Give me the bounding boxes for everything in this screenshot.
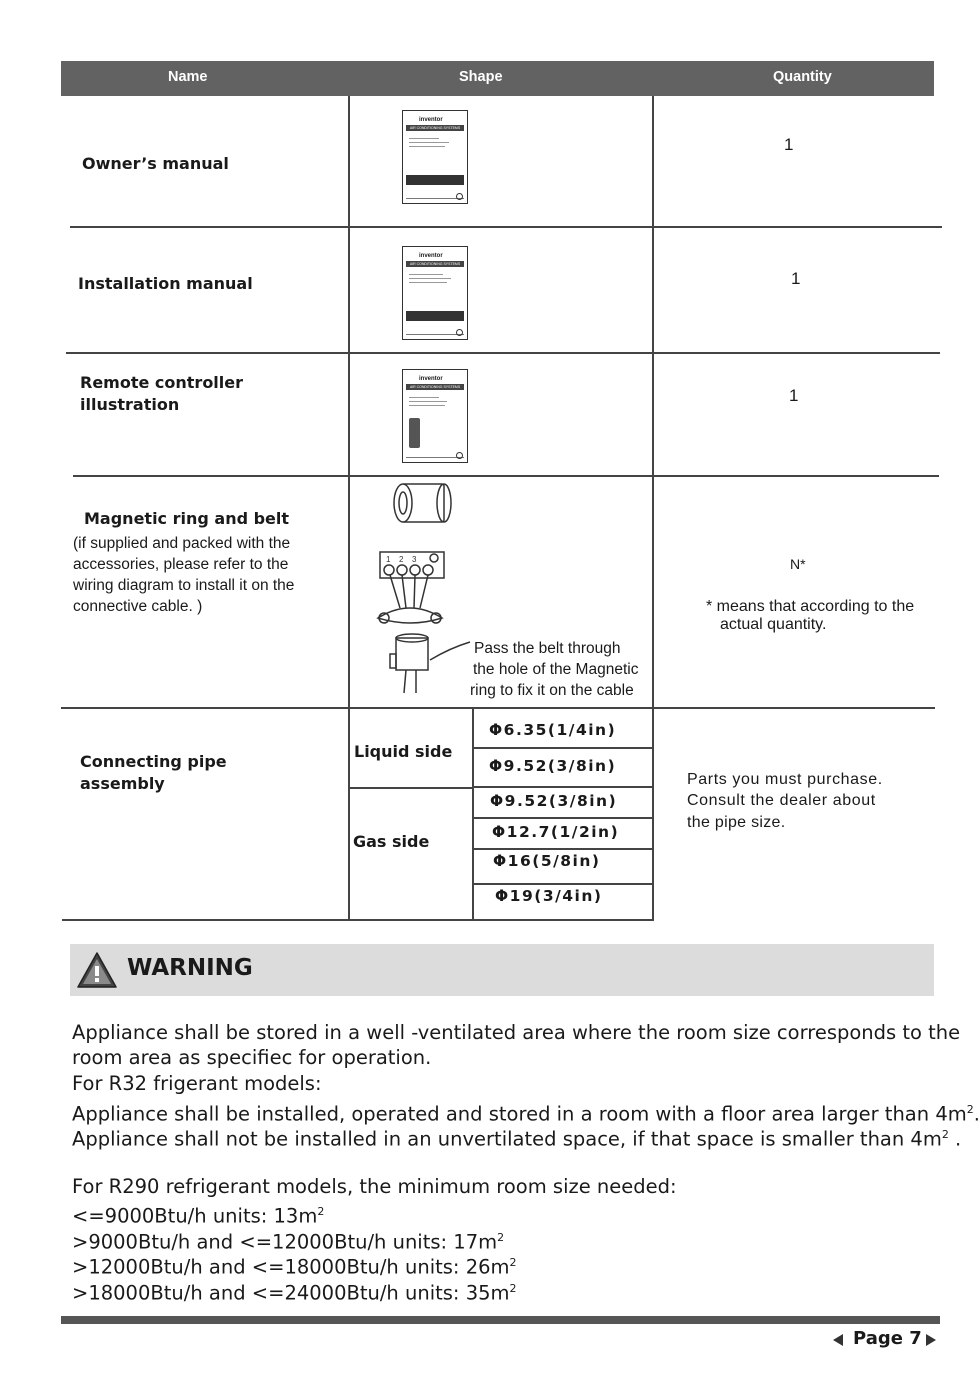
- triangle-right-icon[interactable]: [925, 1333, 937, 1347]
- liquid-side-label: Liquid side: [354, 742, 453, 761]
- qty-note-2: actual quantity.: [720, 616, 827, 633]
- gas-side-label: Gas side: [353, 832, 430, 851]
- pipe-label-line1: Connecting pipe: [80, 752, 227, 771]
- magnetic-qty: N*: [790, 556, 806, 572]
- magnetic-note-2: accessories, please refer to the: [73, 556, 289, 573]
- superscript: 2: [509, 1256, 517, 1269]
- row-divider: [66, 352, 940, 354]
- row-divider: [70, 226, 942, 228]
- pipe-col-divider: [472, 709, 474, 921]
- owners-manual-image: [402, 110, 468, 204]
- booklet-band: AIR CONDITIONING SYSTEMS: [406, 125, 464, 131]
- brand-logo: inventor: [419, 117, 443, 123]
- warning-line-3: For R32 frigerant models:: [72, 1072, 322, 1095]
- warning-line-5: Appliance shall not be installed in an unvertilated space, if that space is smaller than 4m: [72, 1127, 942, 1151]
- col-divider-1: [348, 96, 350, 921]
- row-divider: [61, 707, 935, 709]
- header-quantity: Quantity: [773, 69, 832, 85]
- owners-manual-qty: 1: [784, 135, 794, 154]
- svg-text:3: 3: [412, 555, 417, 564]
- warning-line-9: >12000Btu/h and <=18000Btu/h units: 26m: [72, 1255, 510, 1279]
- liquid-gas-divider: [350, 787, 474, 789]
- booklet-band: AIR CONDITIONING SYSTEMS: [406, 261, 464, 267]
- row-divider: [73, 475, 939, 477]
- triangle-left-icon[interactable]: [832, 1333, 844, 1347]
- pipe-divider: [474, 747, 654, 749]
- brand-logo: inventor: [419, 376, 443, 382]
- magnetic-note-3: wiring diagram to install it on the: [73, 577, 295, 594]
- gas-size-2: Φ12.7(1/2in): [492, 823, 620, 841]
- magnetic-ring-label: Magnetic ring and belt: [84, 509, 290, 528]
- pipe-label-line2: assembly: [80, 774, 165, 793]
- installation-manual-qty: 1: [791, 269, 801, 288]
- footer-bar: [61, 1316, 940, 1324]
- brand-logo: inventor: [419, 253, 443, 259]
- svg-text:1: 1: [386, 555, 391, 564]
- magnetic-note-4: connective cable. ): [73, 598, 203, 615]
- remote-qty: 1: [789, 386, 799, 405]
- magnetic-ring-illustration: [370, 478, 470, 704]
- table-header: [61, 61, 934, 96]
- pipe-divider: [474, 883, 654, 885]
- booklet-band: AIR CONDITIONING SYSTEMS: [406, 384, 464, 390]
- liquid-size-1: Φ6.35(1/4in): [489, 721, 617, 739]
- belt-caption-3: ring to fix it on the cable: [470, 682, 634, 699]
- warning-title: WARNING: [127, 955, 253, 981]
- pipe-divider: [474, 817, 654, 819]
- warning-line-10: >18000Btu/h and <=24000Btu/h units: 35m: [72, 1281, 510, 1305]
- owners-manual-label: Owner’s manual: [82, 154, 229, 173]
- warning-line-6: For R290 refrigerant models, the minimum room size needed:: [72, 1175, 677, 1198]
- belt-caption-2: the hole of the Magnetic: [473, 661, 639, 678]
- magnetic-note-1: (if supplied and packed with the: [73, 535, 291, 552]
- warning-line-2: room area as specifiec for operation.: [72, 1046, 432, 1069]
- warning-line-7: <=9000Btu/h units: 13m: [72, 1204, 318, 1228]
- pipe-divider: [474, 786, 654, 788]
- belt-caption-1: Pass the belt through: [474, 640, 621, 657]
- pipe-divider: [474, 848, 654, 850]
- page-number: Page 7: [853, 1328, 922, 1349]
- qty-note-1: * means that according to the: [706, 598, 915, 615]
- installation-manual-label: Installation manual: [78, 274, 253, 293]
- warning-line-5-wrap: Appliance shall not be installed in an unvertilated space, if that space is smaller than $4m^2$ .: [72, 1127, 962, 1151]
- gas-size-1: Φ9.52(3/8in): [490, 792, 618, 810]
- warning-line-10-wrap: [72, 1276, 517, 1306]
- remote-label-line2: illustration: [80, 395, 180, 414]
- warning-line-4: Appliance shall be installed, operated and stored in a room with a floor area larger than 4m: [72, 1102, 967, 1126]
- gas-size-3: Φ16(5/8in): [493, 852, 601, 870]
- superscript: 2: [966, 1103, 974, 1116]
- header-name: Name: [168, 69, 208, 85]
- col-divider-2: [652, 96, 654, 921]
- remote-illustration-image: [402, 369, 468, 463]
- warning-line-4-wrap: Appliance shall be installed, operated and stored in a room with a floor area larger than $4m^2$.: [72, 1102, 980, 1126]
- superscript: 2: [941, 1128, 949, 1141]
- liquid-size-2: Φ9.52(3/8in): [489, 757, 617, 775]
- gas-size-4: Φ19(3/4in): [495, 887, 603, 905]
- warning-line-1: Appliance shall be stored in a well -ventilated area where the room size corresponds to the: [72, 1021, 961, 1044]
- installation-manual-image: [402, 246, 468, 340]
- row-divider: [62, 919, 654, 921]
- superscript: 2: [509, 1282, 517, 1295]
- warning-line-8: >9000Btu/h and <=12000Btu/h units: 17m: [72, 1230, 498, 1254]
- pipe-qty-1: Parts you must purchase.: [687, 771, 883, 788]
- svg-text:2: 2: [399, 555, 404, 564]
- remote-icon: [409, 418, 420, 448]
- remote-label-line1: Remote controller: [80, 373, 244, 392]
- warning-triangle-icon: [76, 951, 118, 989]
- header-shape: Shape: [459, 69, 503, 85]
- pipe-qty-2: Consult the dealer about: [687, 792, 876, 809]
- pipe-qty-3: the pipe size.: [687, 814, 786, 831]
- superscript: 2: [317, 1205, 325, 1218]
- superscript: 2: [497, 1231, 505, 1244]
